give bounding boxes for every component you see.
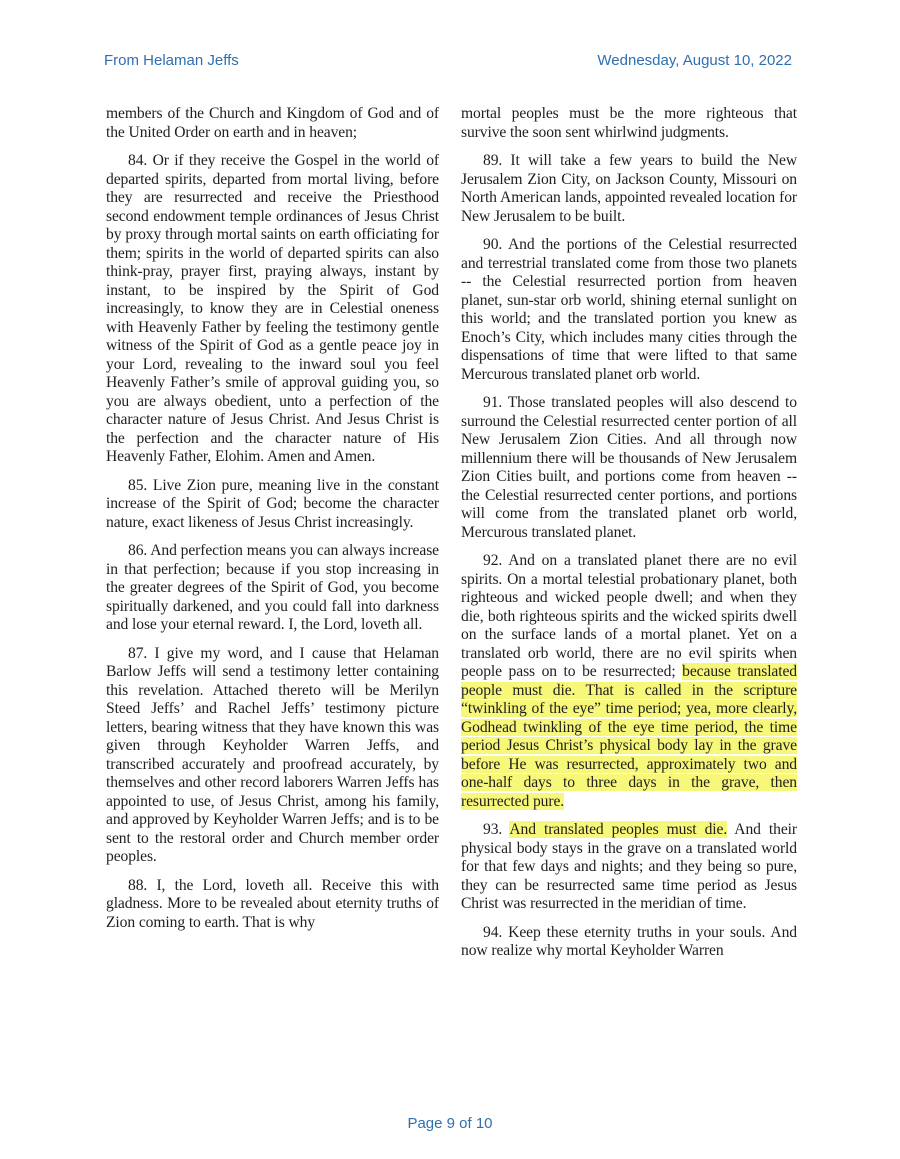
header-from: From Helaman Jeffs bbox=[104, 52, 239, 69]
paragraph-85: 85. Live Zion pure, meaning live in the constant increase of the Spirit of God; become the character nature, exact likeness of Jesus Christ increasingly. bbox=[106, 476, 439, 531]
paragraph-84: 84. Or if they receive the Gospel in the world of departed spirits, departed from mortal living, before they are resurrected and receive the Priesthood second endowment temple ordinances of Jesus Christ by proxy through mortal saints on earth officiating for them; spirits in the world of departed spirits can also think-pray, prayer first, praying always, instant by instant, to be inspired by the Spirit of God increasingly, to know they are in Celestial oneness with Heavenly Father by feeling the testimony gentle witness of the Spirit of God as a gentle peace joy in your Lord, revealing to the inward soul you feel Heavenly Father’s smile of approval guiding you, so you are always obedient, unto a perfection of the character nature of Jesus Christ. And Jesus Christ is the perfection and the character nature of His Heavenly Father, Elohim. Amen and Amen. bbox=[106, 152, 439, 465]
paragraph-86: 86. And perfection means you can always increase in that perfection; because if you stop increasing in the greater degrees of the Spirit of God, you become spiritually darkened, and you could fall into darkness and lose your eternal reward. I, the Lord, loveth all. bbox=[106, 542, 439, 633]
highlighted-text: because translated people must die. That is called in the scripture “twinkling of the eye” time period; yea, more clearly, Godhead twinkling of the eye time period, the time period Jesus Christ’s physical body lay in the grave before He was resurrected, approximately two and one-half days to three days in the grave, then resurrected pure. bbox=[461, 663, 798, 810]
paragraph-83-continued: members of the Church and Kingdom of God and of the United Order on earth and in heaven; bbox=[106, 105, 439, 141]
paragraph-90: 90. And the portions of the Celestial resurrected and terrestrial translated come from those two planets -- the Celestial resurrected portion from heaven planet, sun-star orb world, shining eternal sunlight on this world; and the translated portion you knew as Enoch’s City, which includes many cities through the dispensations of time that were lifted to that same Mercurous translated planet orb world. bbox=[461, 236, 797, 383]
paragraph-92 bbox=[461, 552, 797, 811]
paragraph-94: 94. Keep these eternity truths in your souls. And now realize why mortal Keyholder Warren bbox=[461, 923, 797, 959]
right-column bbox=[461, 105, 797, 971]
header-date: Wednesday, August 10, 2022 bbox=[597, 52, 792, 69]
paragraph-93 bbox=[461, 821, 797, 914]
paragraph-88: 88. I, the Lord, loveth all. Receive this with gladness. More to be revealed about eternity truths of Zion coming to earth. That is why bbox=[106, 876, 439, 931]
paragraph-93-number: 93. bbox=[483, 821, 510, 838]
left-column bbox=[106, 105, 439, 942]
paragraph-91: 91. Those translated peoples will also descend to surround the Celestial resurrected center portion of all New Jerusalem Zion Cities. And all through now millennium there will be thousands of New Jerusalem Zion Cities built, and portions come from heaven -- the Celestial resurrected center portions, and portions will come from the translated planet orb world, Mercurous translated planet. bbox=[461, 394, 797, 541]
paragraph-87: 87. I give my word, and I cause that Helaman Barlow Jeffs will send a testimony letter containing this revelation. Attached thereto will be Merilyn Steed Jeffs’ and Rachel Jeffs’ testimony picture letters, bearing witness that they have known this was given through Keyholder Warren Jeffs, and transcribed accurately and proofread accurately, by themselves and other record laborers Warren Jeffs has appointed to use, of Jesus Christ, among his family, and approved by Keyholder Warren Jeffs; and is to be sent to the restoral order and Church member order peoples. bbox=[106, 644, 439, 865]
page-number: Page 9 of 10 bbox=[407, 1115, 493, 1132]
highlighted-text: And translated peoples must die. bbox=[509, 821, 728, 838]
paragraph-89: 89. It will take a few years to build the New Jerusalem Zion City, on Jackson County, Missouri on North American lands, appointed revealed location for New Jerusalem to be built. bbox=[461, 152, 797, 225]
paragraph-93-text: And their physical body stays in the grave on a translated world for that few days and nights; and they being so pure, they can be resurrected same time period as Jesus Christ was resurrected in the meridian of time. bbox=[461, 821, 797, 912]
paragraph-88-continued: mortal peoples must be the more righteous that survive the soon sent whirlwind judgments. bbox=[461, 105, 797, 141]
paragraph-92-text: 92. And on a translated planet there are no evil spirits. On a mortal telestial probationary planet, both righteous and wicked people dwell; and when they die, both righteous spirits and the wicked spirits dwell on the surface lands of a mortal planet. Yet on a translated orb world, there are no evil spirits when people pass on to be resurrected; bbox=[461, 552, 797, 680]
